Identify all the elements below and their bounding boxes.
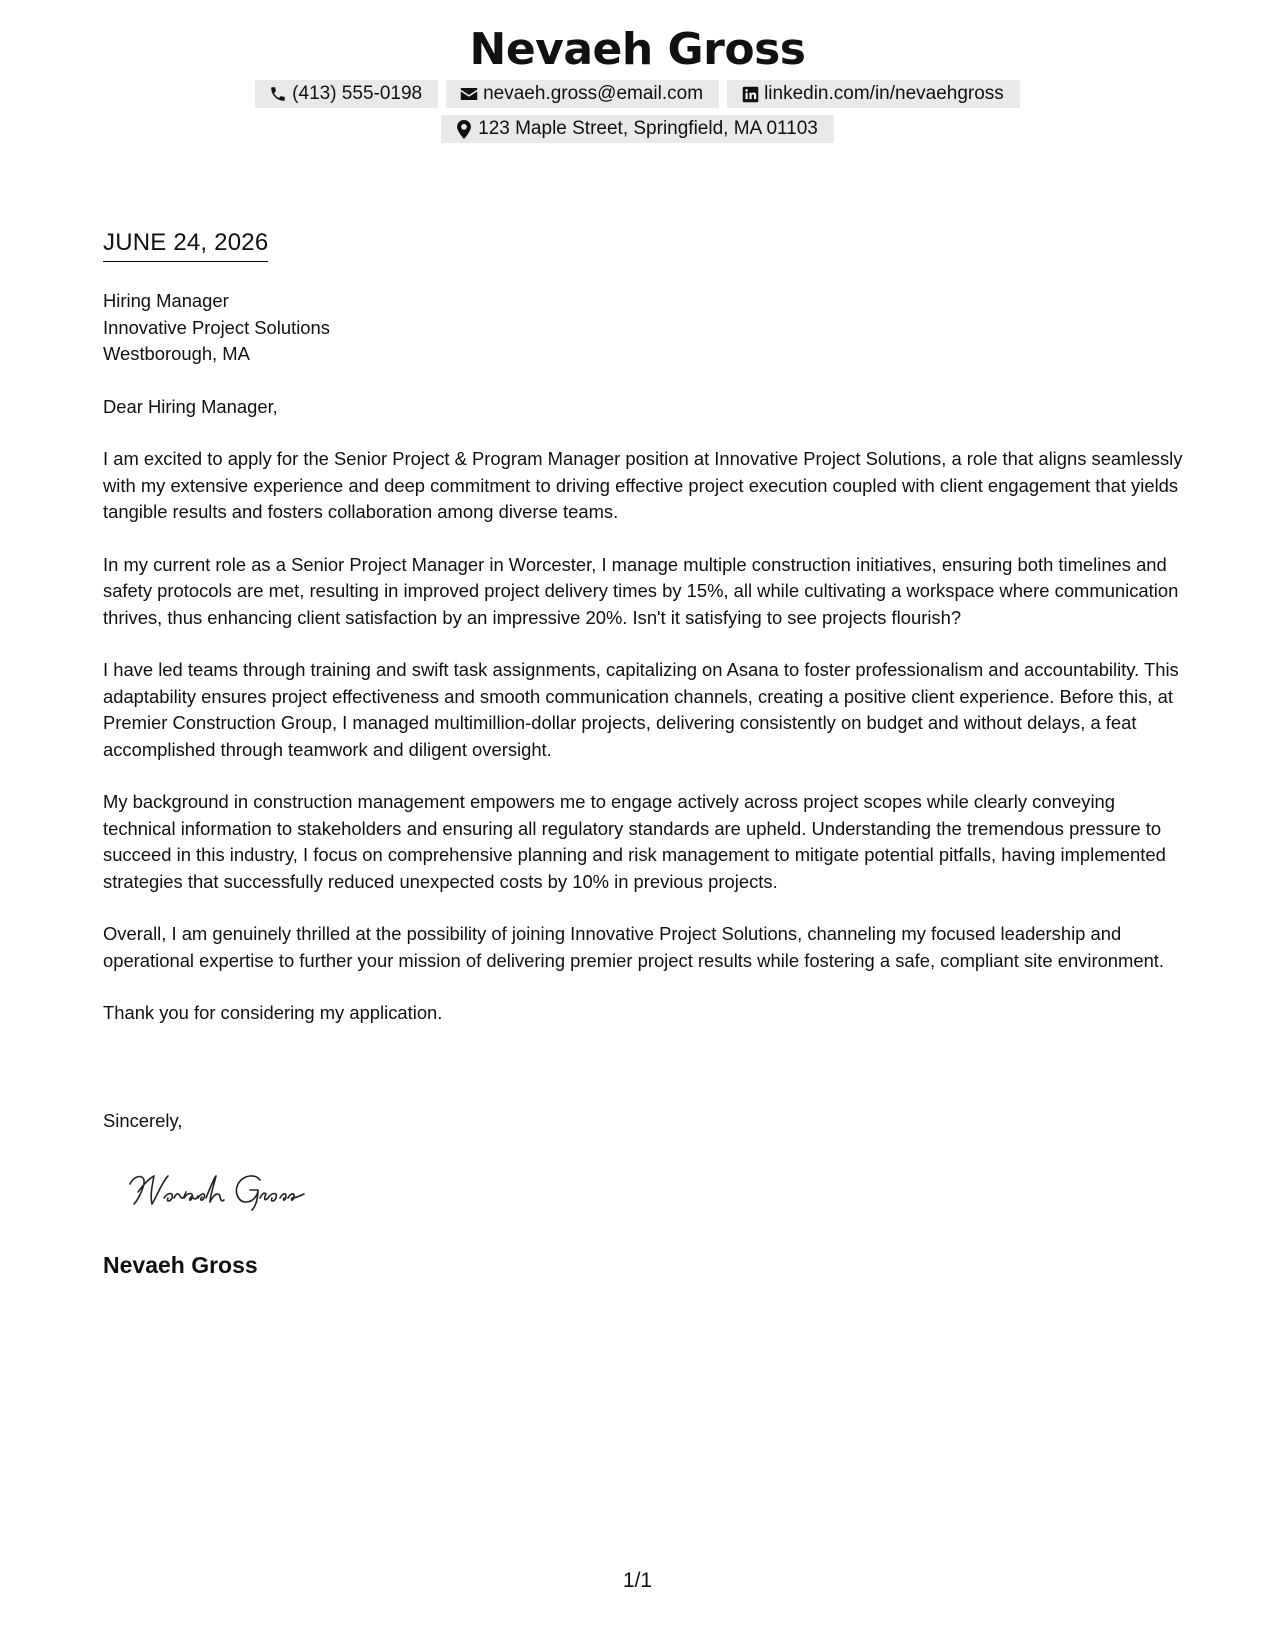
handwritten-signature [124, 1162, 344, 1212]
envelope-icon [459, 84, 479, 104]
recipient-title: Hiring Manager [103, 290, 229, 311]
address-chip [441, 115, 834, 143]
applicant-name: Nevaeh Gross [469, 24, 806, 75]
letter-date: JUNE 24, 2026 [103, 228, 268, 262]
paragraph-current-role: In my current role as a Senior Project Manager in Worcester, I manage multiple construction initiatives, ensuring both timelines and safety protocols are met, resulting in improved project delivery times by 15%, all while cultivating a workspace where communication thrives, thus enhancing client satisfaction by an impressive 20%. Isn't it satisfying to see projects flourish? [103, 553, 1179, 628]
email-chip [446, 80, 719, 108]
email-text: nevaeh.gross@email.com [483, 83, 704, 104]
page-number: 1/1 [622, 1569, 653, 1592]
contact-row-secondary [0, 115, 1275, 143]
map-marker-icon [454, 119, 474, 139]
paragraph-team-leadership: I have led teams through training and swift task assignments, capitalizing on Asana to foster professionalism and accountability. This adaptability ensures project effectiveness and smooth communication channels, creating a positive client experience. Before this, at Premier Construction Group, I managed multimillion-dollar projects, delivering consistently on budget and without delays, a feat accomplished through teamwork and diligent oversight. [103, 659, 1179, 760]
address-text: 123 Maple Street, Springfield, MA 01103 [478, 118, 818, 139]
paragraph-background: My background in construction management empowers me to engage actively across project scopes while clearly conveying technical information to stakeholders and ensuring all regulatory standards are upheld. Understanding the tremendous pressure to succeed in this industry, I focus on comprehensive planning and risk management to mitigate potential pitfalls, having implemented strategies that successfully reduced unexpected costs by 10% in previous projects. [103, 791, 1166, 892]
recipient-company: Innovative Project Solutions [103, 316, 330, 338]
salutation: Dear Hiring Manager, [103, 395, 278, 417]
recipient-location: Westborough, MA [103, 343, 250, 364]
contact-row-primary [0, 80, 1275, 108]
linkedin-text: linkedin.com/in/nevaehgross [764, 83, 1004, 104]
closing: Sincerely, [103, 1110, 183, 1131]
paragraph-conclusion: Overall, I am genuinely thrilled at the possibility of joining Innovative Project Solutions, channeling my focused leadership and operational expertise to further your mission of delivering premier project results while fostering a safe, compliant site environment. [103, 923, 1165, 971]
linkedin-chip [727, 80, 1020, 108]
phone-icon [268, 84, 288, 104]
recipient-block [103, 288, 1183, 368]
phone-chip [255, 80, 438, 108]
paragraph-thanks: Thank you for considering my application. [103, 1002, 443, 1023]
phone-text: (413) 555-0198 [292, 83, 423, 104]
paragraph-intro: I am excited to apply for the Senior Project & Program Manager position at Innovative Project Solutions, a role that aligns seamlessly with my extensive experience and deep commitment to driving effective project execution coupled with client engagement that yields tangible results and fosters collaboration among diverse teams. [103, 448, 1183, 522]
letter-header [0, 22, 1275, 143]
signature-printed-name: Nevaeh Gross [103, 1252, 258, 1278]
linkedin-icon [740, 84, 760, 104]
letter-body [103, 288, 1183, 1027]
